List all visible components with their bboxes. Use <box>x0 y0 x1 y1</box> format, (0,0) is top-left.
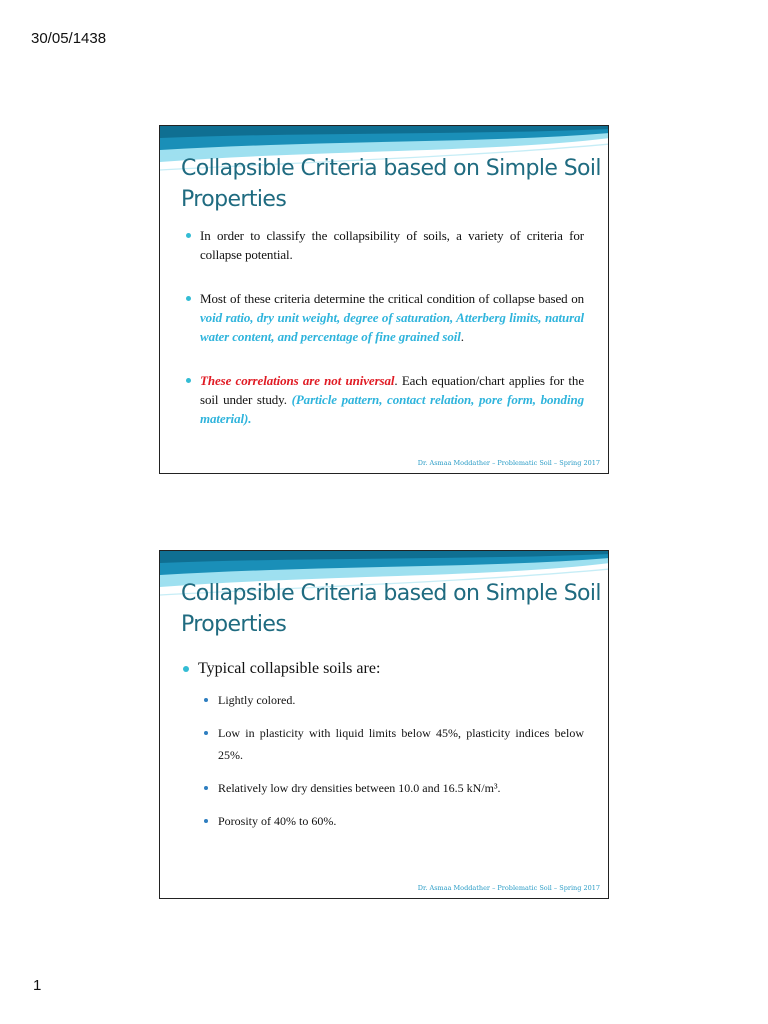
bullet-item <box>186 371 584 428</box>
sub-bullet-dot-icon <box>204 819 208 823</box>
slide-title: Collapsible Criteria based on Simple Soil Properties <box>181 581 601 637</box>
highlight-soil-properties: void ratio, dry unit weight, degree of saturation, Atterberg limits, natural water content, and percentage of fine grained soil <box>200 310 584 344</box>
bullet-dot-icon <box>186 378 191 383</box>
bullet-dot-icon <box>186 233 191 238</box>
sub-bullet-dot-icon <box>204 731 208 735</box>
bullet-list <box>186 226 584 428</box>
sub-bullet-dot-icon <box>204 786 208 790</box>
bullet-item <box>186 226 584 264</box>
page-date: 30/05/1438 <box>31 30 107 47</box>
bullet-dot-icon <box>183 666 189 672</box>
bullet-text: Most of these criteria determine the critical condition of collapse based on <box>200 291 584 306</box>
slide-2 <box>159 550 609 899</box>
slide-footer: Dr. Asmaa Moddather – Problematic Soil – Spring 2017 <box>417 884 600 892</box>
lead-text: Typical collapsible soils are: <box>198 660 381 677</box>
sub-bullet-item <box>204 777 584 799</box>
bullet-text: . <box>460 329 464 344</box>
sub-bullet-text: Porosity of 40% to 60%. <box>218 814 337 828</box>
slide-footer: Dr. Asmaa Moddather – Problematic Soil – Spring 2017 <box>417 459 600 467</box>
sub-bullet-text: Low in plasticity with liquid limits below 45%, plasticity indices below 25%. <box>218 726 584 762</box>
sub-bullet-list <box>204 689 584 843</box>
bullet-item <box>186 289 584 346</box>
slide-1 <box>159 125 609 474</box>
page-number: 1 <box>33 977 42 994</box>
sub-bullet-item <box>204 722 584 766</box>
sub-bullet-text: Relatively low dry densities between 10.0 and 16.5 kN/m³. <box>218 781 501 795</box>
bullet-text: In order to classify the collapsibility of soils, a variety of criteria for collapse potential. <box>200 228 584 262</box>
sub-bullet-item <box>204 810 584 832</box>
sub-bullet-item <box>204 689 584 711</box>
highlight-particle-pattern: (Particle pattern, contact relation, pore form, bonding material). <box>200 392 584 426</box>
bullet-text: . Each equation/chart applies for the soil under study. <box>200 373 584 407</box>
sub-bullet-text: Lightly colored. <box>218 693 296 707</box>
bullet-dot-icon <box>186 296 191 301</box>
slide-title: Collapsible Criteria based on Simple Soil Properties <box>181 156 601 212</box>
highlight-not-universal: These correlations are not universal <box>200 373 395 388</box>
lead-bullet <box>183 660 380 678</box>
sub-bullet-dot-icon <box>204 698 208 702</box>
